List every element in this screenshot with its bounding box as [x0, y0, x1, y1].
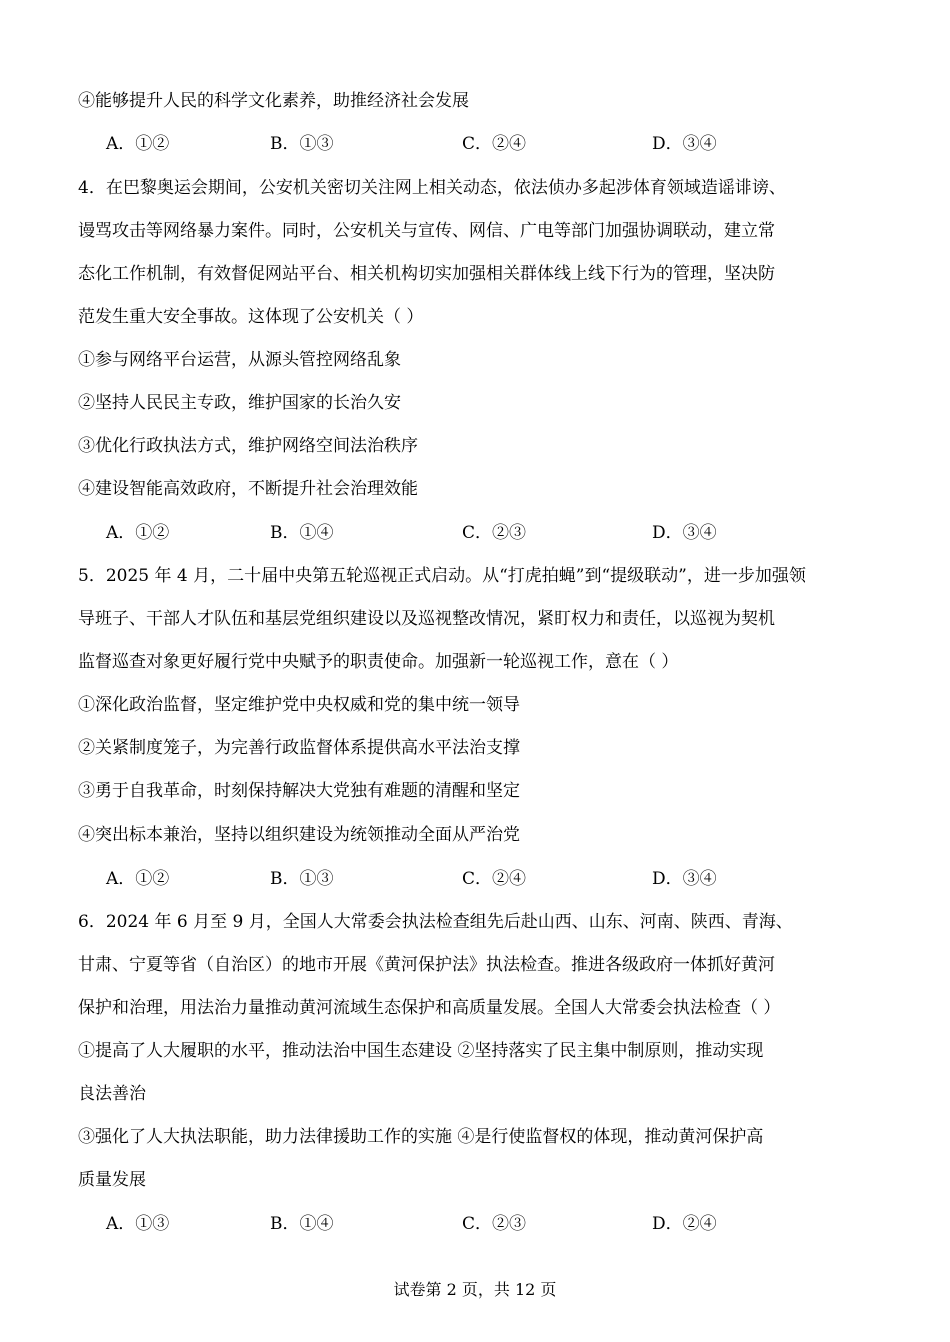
- q4-item-3: ③优化行政执法方式，维护网络空间法治秩序: [78, 436, 418, 456]
- q6-item-line-4: 质量发展: [78, 1170, 146, 1190]
- q6-stem-line-3: 保护和治理，用法治力量推动黄河流域生态保护和高质量发展。全国人大常委会执法检查（ ）: [78, 998, 781, 1018]
- q5-item-2: ②关紧制度笼子，为完善行政监督体系提供高水平法治支撑: [78, 738, 520, 758]
- q4-item-1: ①参与网络平台运营，从源头管控网络乱象: [78, 350, 401, 370]
- q5-item-4: ④突出标本兼治，坚持以组织建设为统领推动全面从严治党: [78, 825, 520, 845]
- q5-item-1: ①深化政治监督，坚定维护党中央权威和党的集中统一领导: [78, 695, 520, 715]
- prev-option-c: C．②④: [462, 134, 527, 154]
- q6-stem-line-2: 甘肃、宁夏等省（自治区）的地市开展《黄河保护法》执法检查。推进各级政府一体抓好黄河: [78, 955, 775, 975]
- q5-option-a: A．①②: [106, 869, 170, 889]
- q6-option-c: C．②③: [462, 1214, 527, 1234]
- q6-option-b: B．①④: [270, 1214, 334, 1234]
- q4-item-4: ④建设智能高效政府，不断提升社会治理效能: [78, 479, 418, 499]
- q5-option-c: C．②④: [462, 869, 527, 889]
- q4-stem-line-2: 谩骂攻击等网络暴力案件。同时，公安机关与宣传、网信、广电等部门加强协调联动，建立常: [78, 221, 775, 241]
- q5-option-b: B．①③: [270, 869, 334, 889]
- prev-question-item-4: ④能够提升人民的科学文化素养，助推经济社会发展: [78, 91, 469, 111]
- q4-stem-line-1: 4．在巴黎奥运会期间，公安机关密切关注网上相关动态，依法侦办多起涉体育领域造谣诽谤、: [78, 178, 786, 198]
- q4-option-a: A．①②: [106, 523, 170, 543]
- q4-stem-line-4: 范发生重大安全事故。这体现了公安机关（ ）: [78, 307, 424, 327]
- prev-option-b: B．①③: [270, 134, 334, 154]
- q6-item-line-2: 良法善治: [78, 1084, 146, 1104]
- page-footer: 试卷第 2 页，共 12 页: [393, 1280, 557, 1299]
- q6-item-line-3: ③强化了人大执法职能，助力法律援助工作的实施 ④是行使监督权的体现，推动黄河保护高: [78, 1127, 764, 1147]
- q4-option-b: B．①④: [270, 523, 334, 543]
- q6-stem-line-1: 6．2024 年 6 月至 9 月，全国人大常委会执法检查组先后赴山西、山东、河南、陕西、青海、: [78, 912, 793, 932]
- q5-stem-line-1: 5．2025 年 4 月，二十届中央第五轮巡视正式启动。从“打虎拍蝇”到“提级联动”，进一步加强领: [78, 566, 806, 586]
- prev-option-d: D．③④: [652, 134, 717, 154]
- q4-item-2: ②坚持人民民主专政，维护国家的长治久安: [78, 393, 401, 413]
- prev-option-a: A．①②: [106, 134, 170, 154]
- q4-stem-line-3: 态化工作机制，有效督促网站平台、相关机构切实加强相关群体线上线下行为的管理，坚决防: [78, 264, 775, 284]
- q5-stem-line-2: 导班子、干部人才队伍和基层党组织建设以及巡视整改情况，紧盯权力和责任，以巡视为契机: [78, 609, 775, 629]
- q6-item-line-1: ①提高了人大履职的水平，推动法治中国生态建设 ②坚持落实了民主集中制原则，推动实现: [78, 1041, 764, 1061]
- q5-item-3: ③勇于自我革命，时刻保持解决大党独有难题的清醒和坚定: [78, 781, 520, 801]
- q6-option-d: D．②④: [652, 1214, 717, 1234]
- q6-option-a: A．①③: [106, 1214, 170, 1234]
- q4-option-d: D．③④: [652, 523, 717, 543]
- q5-stem-line-3: 监督巡查对象更好履行党中央赋予的职责使命。加强新一轮巡视工作，意在（ ）: [78, 652, 679, 672]
- q4-option-c: C．②③: [462, 523, 527, 543]
- q5-option-d: D．③④: [652, 869, 717, 889]
